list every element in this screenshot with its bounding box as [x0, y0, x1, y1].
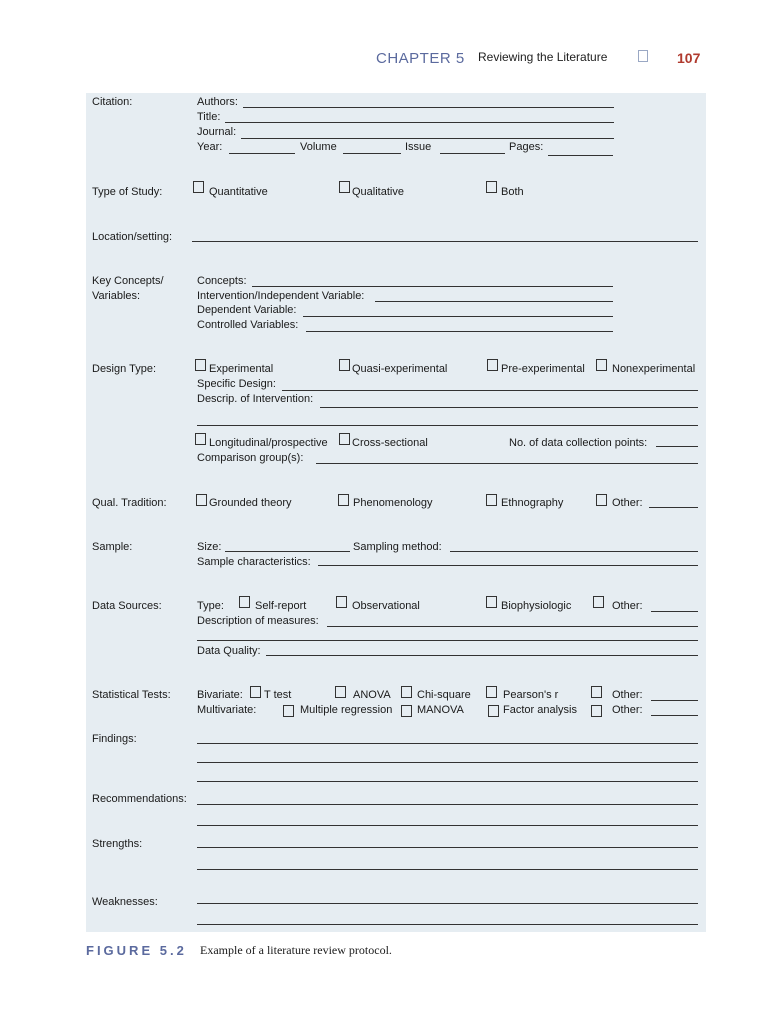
sample-size-label: Size:: [197, 541, 222, 553]
quasi-experimental-label: Quasi-experimental: [352, 363, 448, 375]
design-type-label: Design Type:: [92, 363, 157, 375]
findings-label: Findings:: [92, 733, 137, 745]
journal-field[interactable]: [241, 138, 614, 139]
comparison-group-field[interactable]: [316, 463, 698, 464]
nonexperimental-label: Nonexperimental: [612, 363, 696, 375]
volume-field[interactable]: [343, 153, 401, 154]
year-field[interactable]: [229, 153, 295, 154]
data-other-field[interactable]: [651, 611, 698, 612]
intervention-description-label: Descrip. of Intervention:: [197, 393, 314, 405]
both-label: Both: [501, 186, 524, 198]
authors-field[interactable]: [243, 107, 614, 108]
qual-other-checkbox[interactable]: [596, 494, 607, 506]
longitudinal-checkbox[interactable]: [195, 433, 206, 445]
ethnography-checkbox[interactable]: [486, 494, 497, 506]
observational-checkbox[interactable]: [336, 596, 347, 608]
quasi-experimental-checkbox[interactable]: [339, 359, 350, 371]
longitudinal-label: Longitudinal/prospective: [209, 437, 328, 449]
issue-label: Issue: [405, 141, 432, 153]
measures-description-field[interactable]: [327, 626, 698, 627]
self-report-label: Self-report: [255, 600, 307, 612]
anova-checkbox[interactable]: [335, 686, 346, 698]
pearsons-r-label: Pearson's r: [503, 689, 559, 701]
experimental-label: Experimental: [209, 363, 274, 375]
strengths-field-2[interactable]: [197, 869, 698, 870]
dependent-variable-label: Dependent Variable:: [197, 304, 297, 316]
anova-label: ANOVA: [353, 689, 391, 701]
manova-label: MANOVA: [417, 704, 464, 716]
multiple-regression-label: Multiple regression: [300, 704, 393, 716]
ethnography-label: Ethnography: [501, 497, 564, 509]
data-other-checkbox[interactable]: [593, 596, 604, 608]
grounded-theory-label: Grounded theory: [209, 497, 292, 509]
experimental-checkbox[interactable]: [195, 359, 206, 371]
qual-tradition-label: Qual. Tradition:: [92, 497, 167, 509]
recommendations-field-1[interactable]: [197, 804, 698, 805]
intervention-description-field-2[interactable]: [197, 425, 698, 426]
independent-variable-label: Intervention/Independent Variable:: [197, 290, 365, 302]
data-quality-label: Data Quality:: [197, 645, 261, 657]
dependent-variable-field[interactable]: [303, 316, 613, 317]
phenomenology-label: Phenomenology: [353, 497, 433, 509]
weaknesses-field-2[interactable]: [197, 924, 698, 925]
measures-description-field-2[interactable]: [197, 640, 698, 641]
pre-experimental-checkbox[interactable]: [487, 359, 498, 371]
location-label: Location/setting:: [92, 231, 173, 243]
cross-sectional-checkbox[interactable]: [339, 433, 350, 445]
biophysiologic-checkbox[interactable]: [486, 596, 497, 608]
qual-other-field[interactable]: [649, 507, 698, 508]
concepts-field[interactable]: [252, 286, 613, 287]
bivariate-other-field[interactable]: [651, 700, 698, 701]
quantitative-label: Quantitative: [209, 186, 268, 198]
cross-sectional-label: Cross-sectional: [352, 437, 428, 449]
chapter-label: CHAPTER 5: [376, 50, 465, 67]
multivariate-label: Multivariate:: [197, 704, 257, 716]
multiple-regression-checkbox[interactable]: [283, 705, 294, 717]
strengths-label: Strengths:: [92, 838, 143, 850]
data-other-label: Other:: [612, 600, 643, 612]
qual-other-label: Other:: [612, 497, 643, 509]
specific-design-label: Specific Design:: [197, 378, 276, 390]
citation-label: Citation:: [92, 96, 133, 108]
pages-field[interactable]: [548, 155, 613, 156]
measures-description-label: Description of measures:: [197, 615, 319, 627]
manova-checkbox[interactable]: [401, 705, 412, 717]
title-field[interactable]: [225, 122, 614, 123]
both-checkbox[interactable]: [486, 181, 497, 193]
recommendations-label: Recommendations:: [92, 793, 187, 805]
t-test-label: T test: [264, 689, 292, 701]
page-header: [376, 50, 706, 70]
findings-field-2[interactable]: [197, 762, 698, 763]
volume-label: Volume: [300, 141, 337, 153]
sample-characteristics-label: Sample characteristics:: [197, 556, 311, 568]
figure-number: FIGURE 5.2: [86, 943, 187, 958]
multivariate-other-field[interactable]: [651, 715, 698, 716]
sample-characteristics-field[interactable]: [318, 565, 698, 566]
comparison-group-label: Comparison group(s):: [197, 452, 304, 464]
data-collection-points-label: No. of data collection points:: [509, 437, 648, 449]
bivariate-other-checkbox[interactable]: [591, 686, 602, 698]
phenomenology-checkbox[interactable]: [338, 494, 349, 506]
pearsons-r-checkbox[interactable]: [486, 686, 497, 698]
factor-analysis-label: Factor analysis: [503, 704, 577, 716]
sampling-method-label: Sampling method:: [353, 541, 442, 553]
factor-analysis-checkbox[interactable]: [488, 705, 499, 717]
page-number: 107: [677, 50, 701, 66]
strengths-field-1[interactable]: [197, 847, 698, 848]
review-protocol-form: [86, 93, 706, 932]
multivariate-other-label: Other:: [612, 704, 643, 716]
sample-size-field[interactable]: [225, 551, 350, 552]
bivariate-label: Bivariate:: [197, 689, 243, 701]
year-label: Year:: [197, 141, 223, 153]
grounded-theory-checkbox[interactable]: [196, 494, 207, 506]
sampling-method-field[interactable]: [450, 551, 698, 552]
data-sources-label: Data Sources:: [92, 600, 162, 612]
data-quality-field[interactable]: [266, 655, 698, 656]
findings-field-3[interactable]: [197, 781, 698, 782]
data-collection-points-field[interactable]: [656, 446, 698, 447]
controlled-variables-label: Controlled Variables:: [197, 319, 299, 331]
chi-square-label: Chi-square: [417, 689, 471, 701]
study-type-label: Type of Study:: [92, 186, 163, 198]
t-test-checkbox[interactable]: [250, 686, 261, 698]
chi-square-checkbox[interactable]: [401, 686, 412, 698]
bivariate-other-label: Other:: [612, 689, 643, 701]
statistical-tests-label: Statistical Tests:: [92, 689, 171, 701]
issue-field[interactable]: [440, 153, 505, 154]
journal-label: Journal:: [197, 126, 237, 138]
weaknesses-field-1[interactable]: [197, 903, 698, 904]
observational-label: Observational: [352, 600, 420, 612]
findings-field-1[interactable]: [197, 743, 698, 744]
self-report-checkbox[interactable]: [239, 596, 250, 608]
key-concepts-label: Key Concepts/: [92, 275, 164, 287]
multivariate-other-checkbox[interactable]: [591, 705, 602, 717]
intervention-description-field[interactable]: [320, 407, 698, 408]
pre-experimental-label: Pre-experimental: [501, 363, 585, 375]
figure-caption-text: Example of a literature review protocol.: [200, 943, 392, 957]
type-label: Type:: [197, 600, 224, 612]
sample-label: Sample:: [92, 541, 133, 553]
figure-caption: [86, 942, 392, 960]
qualitative-label: Qualitative: [352, 186, 404, 198]
controlled-variables-field[interactable]: [306, 331, 613, 332]
weaknesses-label: Weaknesses:: [92, 896, 158, 908]
concepts-label: Concepts:: [197, 275, 247, 287]
location-field[interactable]: [192, 241, 698, 242]
pages-label: Pages:: [509, 141, 544, 153]
biophysiologic-label: Biophysiologic: [501, 600, 572, 612]
title-label: Title:: [197, 111, 221, 123]
independent-variable-field[interactable]: [375, 301, 613, 302]
square-icon: [638, 50, 648, 62]
qualitative-checkbox[interactable]: [339, 181, 350, 193]
quantitative-checkbox[interactable]: [193, 181, 204, 193]
recommendations-field-2[interactable]: [197, 825, 698, 826]
chapter-title: Reviewing the Literature: [478, 50, 608, 64]
nonexperimental-checkbox[interactable]: [596, 359, 607, 371]
authors-label: Authors:: [197, 96, 238, 108]
variables-label: Variables:: [92, 290, 141, 302]
specific-design-field[interactable]: [282, 390, 698, 391]
